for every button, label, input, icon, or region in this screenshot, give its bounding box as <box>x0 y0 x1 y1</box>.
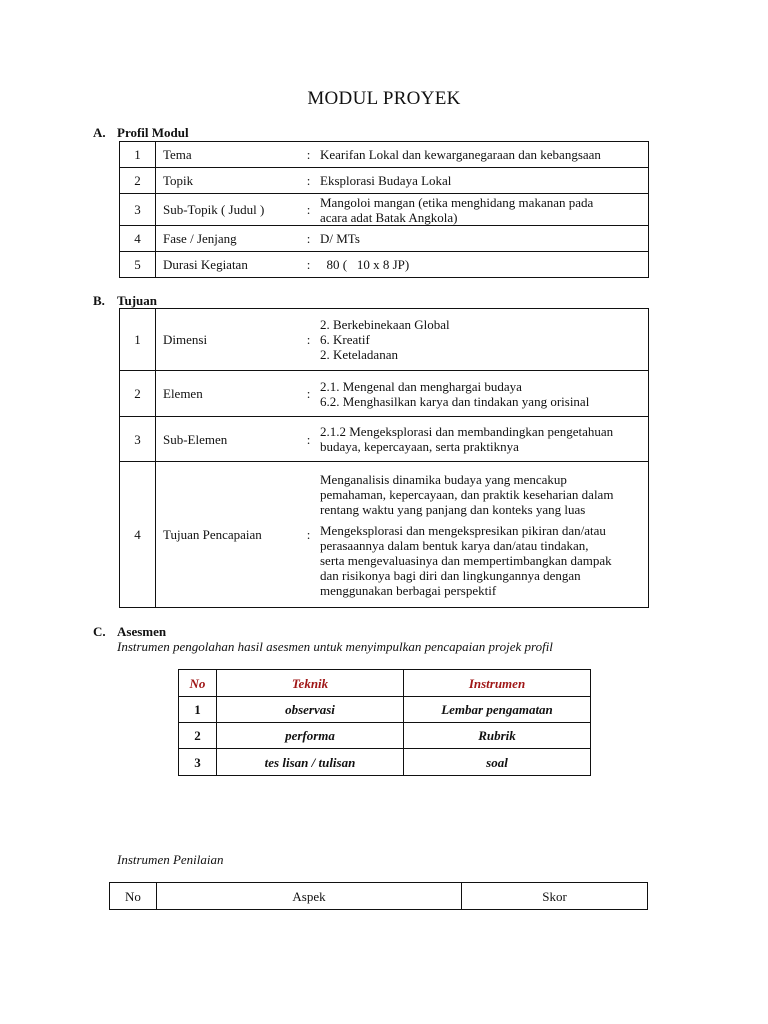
cell-teknik: tes lisan / tulisan <box>217 749 404 776</box>
row-label: Fase / Jenjang <box>156 226 303 252</box>
table-row <box>120 168 649 194</box>
section-b-letter: B. <box>93 293 105 308</box>
row-number: 2 <box>120 371 156 417</box>
section-b-title: Tujuan <box>117 293 157 308</box>
row-number: 4 <box>120 462 156 608</box>
cell-teknik: observasi <box>217 697 404 723</box>
cell-no: 3 <box>179 749 217 776</box>
page-title: MODUL PROYEK <box>307 88 461 109</box>
table-header-row <box>110 883 648 910</box>
tujuan-table <box>119 308 649 608</box>
row-colon: : <box>302 226 315 252</box>
row-label: Sub-Topik ( Judul ) <box>156 194 303 226</box>
row-label: Durasi Kegiatan <box>156 252 303 278</box>
header-no: No <box>110 883 157 910</box>
cell-instrumen: soal <box>404 749 591 776</box>
section-a-title: Profil Modul <box>117 125 189 140</box>
row-number: 3 <box>120 194 156 226</box>
asesmen-table <box>178 669 591 776</box>
table-row <box>120 252 649 278</box>
header-instrumen: Instrumen <box>404 670 591 697</box>
cell-no: 2 <box>179 723 217 749</box>
header-aspek: Aspek <box>157 883 462 910</box>
table-row <box>179 723 591 749</box>
section-c-heading <box>93 624 166 640</box>
section-a-heading <box>93 125 189 141</box>
penilaian-table <box>109 882 648 910</box>
cell-teknik: performa <box>217 723 404 749</box>
row-label: Sub-Elemen <box>156 417 303 462</box>
row-colon: : <box>302 168 315 194</box>
tujuan-paragraph-2: Mengeksplorasi dan mengekspresikan pikiran dan/atau perasaannya dalam bentuk karya dan/atau tindakan, serta mengevaluasinya dan mempertimbangkan dampak dan risikonya bagi diri dan lingkungannya dengan menggunakan berbagai perspektif <box>320 522 612 598</box>
row-value: Mangoloi mangan (etika menghidang makanan pada acara adat Batak Angkola) <box>315 194 649 226</box>
row-colon: : <box>302 252 315 278</box>
row-label: Tujuan Pencapaian <box>156 462 303 608</box>
section-b-heading <box>93 293 157 309</box>
row-number: 4 <box>120 226 156 252</box>
row-value: 80 ( 10 x 8 JP) <box>315 252 649 278</box>
row-colon: : <box>302 309 315 371</box>
asesmen-subtitle: Instrumen pengolahan hasil asesmen untuk menyimpulkan pencapaian projek profil <box>117 639 553 654</box>
table-header-row <box>179 670 591 697</box>
table-row <box>120 142 649 168</box>
section-a-letter: A. <box>93 125 106 140</box>
table-row <box>120 309 649 371</box>
row-number: 2 <box>120 168 156 194</box>
table-row <box>179 749 591 776</box>
row-label: Topik <box>156 168 303 194</box>
row-colon: : <box>302 462 315 608</box>
header-no: No <box>179 670 217 697</box>
header-skor: Skor <box>462 883 648 910</box>
row-colon: : <box>302 371 315 417</box>
cell-instrumen: Lembar pengamatan <box>404 697 591 723</box>
tujuan-paragraph-1: Menganalisis dinamika budaya yang mencakup pemahaman, kepercayaan, dan praktik keseharian dalam rentang waktu yang panjang dan konteks yang luas <box>320 471 614 517</box>
table-row <box>120 417 649 462</box>
table-row <box>179 697 591 723</box>
row-label: Dimensi <box>156 309 303 371</box>
row-number: 5 <box>120 252 156 278</box>
table-row <box>120 462 649 608</box>
profil-modul-table <box>119 141 649 278</box>
row-number: 1 <box>120 309 156 371</box>
row-label: Tema <box>156 142 303 168</box>
table-row <box>120 371 649 417</box>
row-value: 2. Berkebinekaan Global 6. Kreatif 2. Keteladanan <box>315 309 649 371</box>
row-value: Kearifan Lokal dan kewarganegaraan dan kebangsaan <box>315 142 649 168</box>
table-row <box>120 194 649 226</box>
row-value <box>315 462 649 608</box>
row-colon: : <box>302 194 315 226</box>
row-value: 2.1.2 Mengeksplorasi dan membandingkan pengetahuan budaya, kepercayaan, serta praktiknya <box>315 417 649 462</box>
row-colon: : <box>302 142 315 168</box>
row-colon: : <box>302 417 315 462</box>
penilaian-label: Instrumen Penilaian <box>117 852 224 867</box>
row-number: 1 <box>120 142 156 168</box>
cell-instrumen: Rubrik <box>404 723 591 749</box>
section-c-title: Asesmen <box>117 624 167 639</box>
row-value: D/ MTs <box>315 226 649 252</box>
row-number: 3 <box>120 417 156 462</box>
row-label: Elemen <box>156 371 303 417</box>
header-teknik: Teknik <box>217 670 404 697</box>
row-value: 2.1. Mengenal dan menghargai budaya 6.2. Menghasilkan karya dan tindakan yang orisinal <box>315 371 649 417</box>
table-row <box>120 226 649 252</box>
row-value: Eksplorasi Budaya Lokal <box>315 168 649 194</box>
section-c-letter: C. <box>93 624 106 639</box>
cell-no: 1 <box>179 697 217 723</box>
